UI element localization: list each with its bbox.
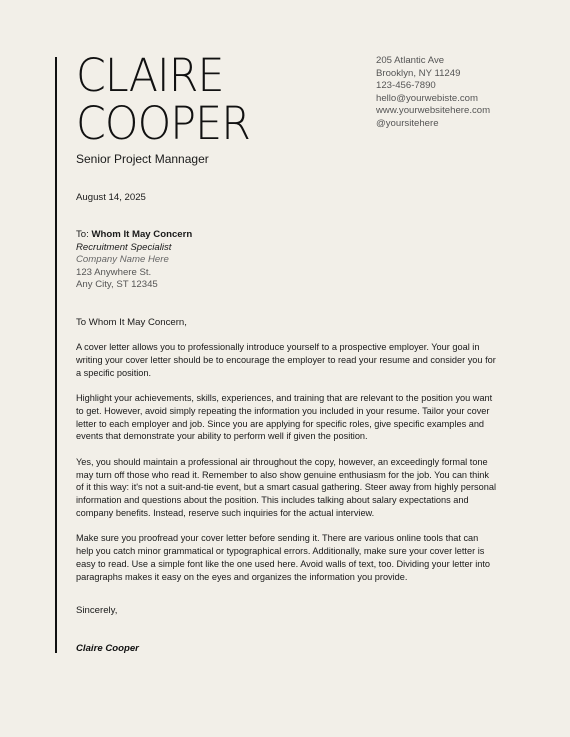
body-paragraph-2: Highlight your achievements, skills, experiences, and training that are relevant to the position you want to get. However, avoid simply repeating the information you included in your resume. Tailor your cover letter to each employer and job. Since you are applying for specific roles, give specific examples and events that demonstrate your ability to perform well if given the position.	[76, 392, 493, 442]
contact-email: hello@yourwebiste.com	[376, 92, 478, 104]
recipient-street: 123 Anywhere St.	[76, 266, 152, 278]
name-first: CLAIRE	[76, 49, 224, 102]
job-title: Senior Project Mannager	[76, 152, 209, 166]
name-last: COOPER	[76, 97, 250, 150]
letter-date: August 14, 2025	[76, 192, 146, 203]
name-heading	[76, 49, 250, 150]
salutation: To Whom It May Concern,	[76, 317, 187, 328]
recipient-block	[76, 229, 192, 292]
body-paragraph-1: A cover letter allows you to professionally introduce yourself to a prospective employer. Your goal in writing your cover letter should be to encourage the employer to read your resume and consider you for a specific position.	[76, 342, 496, 378]
recipient-name: Whom It May Concern	[91, 229, 193, 240]
recipient-title: Recruitment Specialist	[76, 241, 172, 253]
body-paragraph-4: Make sure you proofread your cover letter before sending it. There are various online tools that can help you catch minor grammatical or typographical errors. Additionally, make sure your cover letter is easy to read. Use a simple font like the one used here. Avoid walls of text, too. Dividing your letter into paragraphs makes it easy on the eyes and organizes the information you provide.	[76, 533, 491, 582]
contact-street: 205 Atlantic Ave	[376, 55, 445, 66]
contact-phone: 123-456-7890	[376, 80, 436, 92]
recipient-company: Company Name Here	[76, 254, 169, 266]
contact-social: @yoursitehere	[376, 117, 439, 129]
recipient-to-prefix: To:	[76, 229, 92, 240]
body-paragraph-3: Yes, you should maintain a professional air throughout the copy, however, an exceedingly formal tone may turn off those who read it. Remember to also show genuine enthusiasm for the job. You can think of it this way: it's not a suit-and-tie event, but a smart casual gathering. Steer away from highly personal information and questions about the position. This includes talking about salary expectations and company benefits. Instead, reserve such inquiries for the actual interview.	[76, 456, 496, 518]
signature: Claire Cooper	[76, 643, 139, 654]
contact-city: Brooklyn, NY 11249	[376, 67, 461, 79]
closing: Sincerely,	[76, 605, 118, 616]
left-vertical-rule	[55, 57, 57, 653]
contact-website: www.yourwebsitehere.com	[376, 105, 491, 117]
recipient-city: Any City, ST 12345	[76, 279, 158, 291]
recipient-to	[76, 229, 192, 242]
contact-block	[376, 55, 490, 131]
letter-body	[76, 341, 496, 596]
